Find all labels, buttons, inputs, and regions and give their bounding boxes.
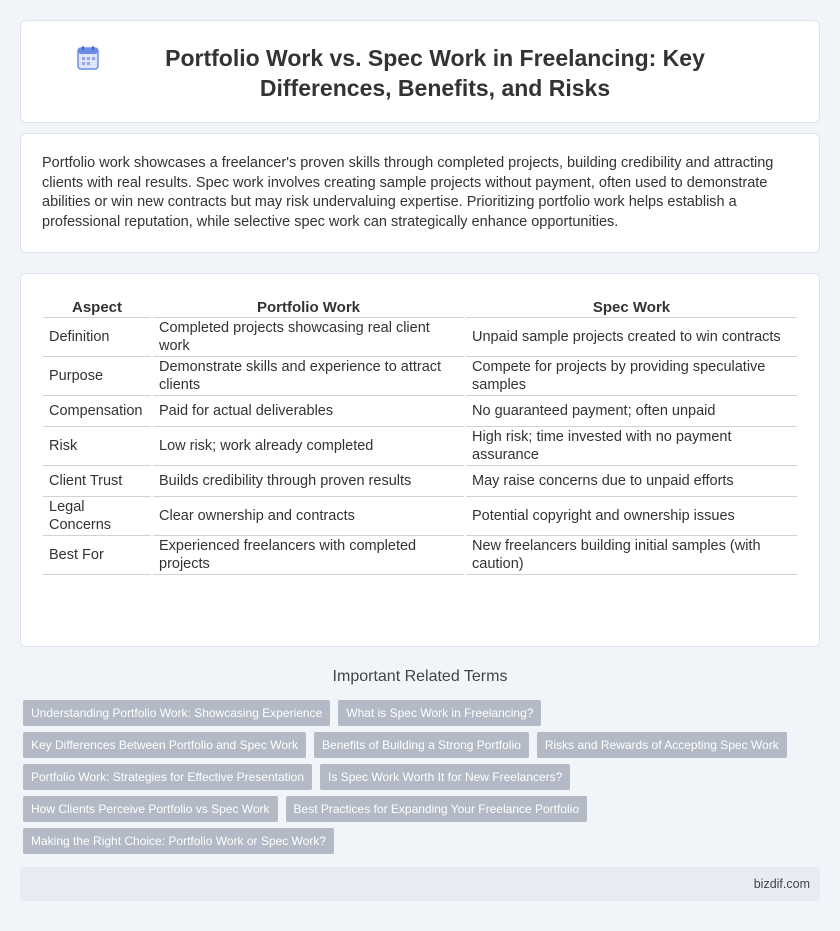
related-term-tag[interactable]: Risks and Rewards of Accepting Spec Work xyxy=(537,732,787,758)
footer-site-link[interactable]: bizdif.com xyxy=(753,877,810,891)
cell-portfolio: Builds credibility through proven results xyxy=(153,466,464,497)
table-row xyxy=(43,466,797,497)
cell-aspect: Best For xyxy=(43,536,151,575)
table-row xyxy=(43,396,797,427)
cell-portfolio: Experienced freelancers with completed projects xyxy=(153,536,464,575)
table-row xyxy=(43,427,797,466)
cell-spec: Unpaid sample projects created to win contracts xyxy=(466,318,797,357)
cell-spec: No guaranteed payment; often unpaid xyxy=(466,396,797,427)
cell-aspect: Legal Concerns xyxy=(43,497,151,536)
comparison-table xyxy=(41,294,799,575)
related-terms-list xyxy=(23,700,823,860)
related-term-tag[interactable]: Understanding Portfolio Work: Showcasing Experience xyxy=(23,700,330,726)
header-card xyxy=(20,20,820,123)
cell-spec: Compete for projects by providing speculative samples xyxy=(466,357,797,396)
cell-aspect: Definition xyxy=(43,318,151,357)
footer xyxy=(20,867,820,901)
header-spec-work: Spec Work xyxy=(466,294,797,318)
cell-portfolio: Clear ownership and contracts xyxy=(153,497,464,536)
cell-spec: Potential copyright and ownership issues xyxy=(466,497,797,536)
comparison-table-card xyxy=(20,273,820,647)
cell-aspect: Purpose xyxy=(43,357,151,396)
header-aspect: Aspect xyxy=(43,294,151,318)
cell-spec: May raise concerns due to unpaid efforts xyxy=(466,466,797,497)
cell-aspect: Risk xyxy=(43,427,151,466)
table-row xyxy=(43,497,797,536)
cell-portfolio: Low risk; work already completed xyxy=(153,427,464,466)
related-term-tag[interactable]: Best Practices for Expanding Your Freelance Portfolio xyxy=(286,796,588,822)
intro-paragraph: Portfolio work showcases a freelancer's proven skills through completed projects, building credibility and attracting clients with real results. Spec work involves creating sample projects without payment, often used to demonstrate abilities or win new contracts but may risk undervaluing expertise. Prioritizing portfolio work helps establish a professional reputation, while selective spec work can strategically enhance opportunities. xyxy=(42,155,774,230)
cell-spec: New freelancers building initial samples (with caution) xyxy=(466,536,797,575)
cell-portfolio: Demonstrate skills and experience to attract clients xyxy=(153,357,464,396)
table-row xyxy=(43,357,797,396)
cell-spec: High risk; time invested with no payment assurance xyxy=(466,427,797,466)
related-term-tag[interactable]: Making the Right Choice: Portfolio Work or Spec Work? xyxy=(23,828,334,854)
related-term-tag[interactable]: Portfolio Work: Strategies for Effective Presentation xyxy=(23,764,312,790)
table-row xyxy=(43,318,797,357)
cell-portfolio: Paid for actual deliverables xyxy=(153,396,464,427)
table-row xyxy=(43,536,797,575)
cell-aspect: Compensation xyxy=(43,396,151,427)
related-term-tag[interactable]: Is Spec Work Worth It for New Freelancers? xyxy=(320,764,570,790)
header-portfolio-work: Portfolio Work xyxy=(153,294,464,318)
cell-aspect: Client Trust xyxy=(43,466,151,497)
related-terms-heading: Important Related Terms xyxy=(332,668,508,685)
cell-portfolio: Completed projects showcasing real client work xyxy=(153,318,464,357)
related-term-tag[interactable]: What is Spec Work in Freelancing? xyxy=(338,700,541,726)
related-term-tag[interactable]: Benefits of Building a Strong Portfolio xyxy=(314,732,529,758)
related-term-tag[interactable]: How Clients Perceive Portfolio vs Spec Work xyxy=(23,796,278,822)
intro-card xyxy=(20,133,820,253)
related-term-tag[interactable]: Key Differences Between Portfolio and Spec Work xyxy=(23,732,306,758)
page-title: Portfolio Work vs. Spec Work in Freelancing: Key Differences, Benefits, and Risks xyxy=(165,45,705,101)
